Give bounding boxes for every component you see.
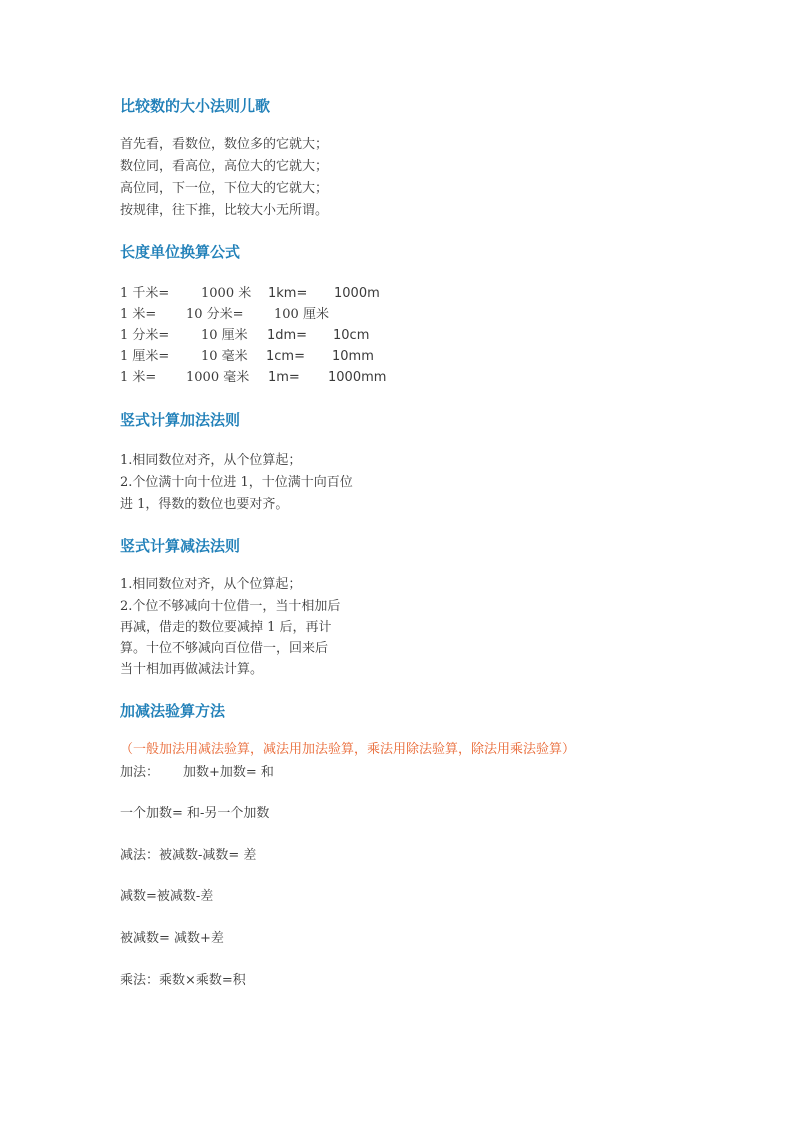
addition-line-2: 2.个位满十向十位进 1，十位满十向百位 — [120, 475, 353, 490]
check-note: （一般加法用减法验算，减法用加法验算，乘法用除法验算，除法用乘法验算） — [120, 742, 576, 757]
check-line-1: 一个加数= 和-另一个加数 — [120, 806, 270, 821]
compare-line-4: 按规律，往下推，比较大小无所谓。 — [120, 203, 329, 218]
length-cell: 10 毫米 — [201, 349, 248, 364]
length-cell: 1dm= — [267, 328, 308, 343]
length-cell: 1 米= — [120, 370, 157, 385]
length-cell: 1 分米= — [120, 328, 170, 343]
length-cell: 1 米= — [120, 307, 157, 322]
subtraction-line-2: 2.个位不够减向十位借一，当十相加后 — [120, 599, 341, 614]
section-title-check: 加减法验算方法 — [120, 702, 226, 720]
section-title-addition: 竖式计算加法法则 — [120, 411, 241, 429]
length-cell: 1km= — [268, 286, 308, 301]
section-title-subtraction: 竖式计算减法法则 — [120, 537, 241, 555]
length-cell: 1000mm — [328, 370, 387, 385]
length-cell: 1m= — [268, 370, 300, 385]
check-addition-formula: 加数+加数= 和 — [183, 765, 274, 780]
subtraction-line-3: 再减，借走的数位要减掉 1 后，再计 — [120, 620, 332, 635]
subtraction-line-5: 当十相加再做减法计算。 — [120, 662, 264, 677]
compare-line-2: 数位同，看高位，高位大的它就大； — [120, 159, 329, 174]
length-cell: 10cm — [333, 328, 370, 343]
subtraction-line-4: 算。十位不够减向百位借一，回来后 — [120, 641, 329, 656]
length-cell: 10 分米= — [186, 307, 244, 322]
check-line-5: 乘法：乘数×乘数=积 — [120, 973, 246, 988]
check-addition-label: 加法： — [120, 765, 160, 780]
check-line-2: 减法：被减数-减数= 差 — [120, 848, 257, 863]
length-cell: 1000m — [334, 286, 380, 301]
length-cell: 100 厘米 — [274, 307, 329, 322]
addition-line-3: 进 1，得数的数位也要对齐。 — [120, 497, 289, 512]
subtraction-line-1: 1.相同数位对齐，从个位算起； — [120, 577, 302, 592]
section-title-length: 长度单位换算公式 — [120, 243, 241, 261]
length-cell: 1 厘米= — [120, 349, 170, 364]
compare-line-1: 首先看，看数位，数位多的它就大； — [120, 137, 329, 152]
length-cell: 1000 毫米 — [186, 370, 250, 385]
check-line-3: 减数=被减数-差 — [120, 889, 214, 904]
length-cell: 10mm — [332, 349, 374, 364]
compare-line-3: 高位同，下一位，下位大的它就大； — [120, 181, 329, 196]
length-cell: 1000 米 — [201, 286, 252, 301]
length-cell: 1 千米= — [120, 286, 170, 301]
length-cell: 10 厘米 — [201, 328, 248, 343]
addition-line-1: 1.相同数位对齐，从个位算起； — [120, 453, 302, 468]
length-cell: 1cm= — [266, 349, 305, 364]
check-line-4: 被减数= 减数+差 — [120, 931, 224, 946]
section-title-compare: 比较数的大小法则儿歌 — [120, 97, 271, 115]
